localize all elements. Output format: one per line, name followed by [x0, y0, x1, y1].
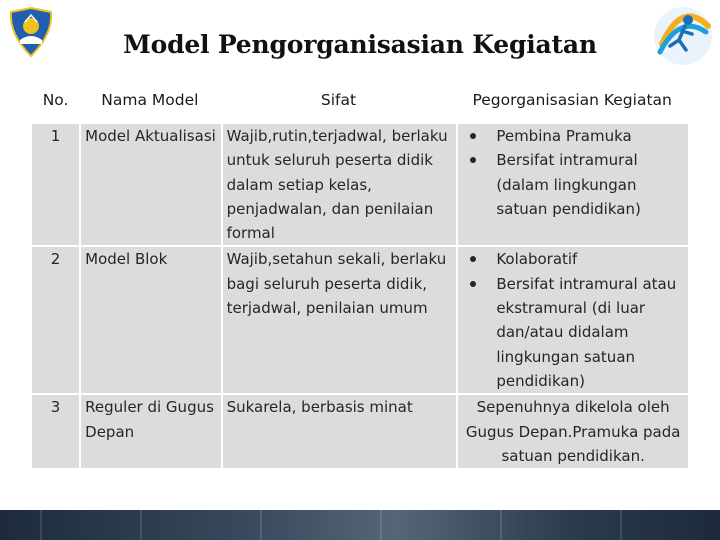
header-sifat: Sifat: [221, 80, 457, 123]
organisasi-list: [462, 247, 684, 393]
cell-nama: Model Aktualisasi: [79, 123, 220, 245]
header-no: No.: [32, 80, 79, 123]
header-pengorganisasian: Pegorganisasian Kegiatan: [456, 80, 688, 123]
list-item: Kolaboratif: [462, 247, 684, 271]
table-row: [32, 393, 688, 468]
cell-nama: Model Blok: [79, 245, 220, 393]
cell-organisasi: [456, 245, 688, 393]
cell-sifat: Wajib,setahun sekali, berlaku bagi seluruh peserta didik, terjadwal, penilaian umum: [221, 245, 457, 393]
list-item: Bersifat intramural (dalam lingkungan satuan pendidikan): [462, 148, 684, 221]
model-table: [32, 80, 688, 468]
list-item: Bersifat intramural atau ekstramural (di luar dan/atau didalam lingkungan satuan pendidikan): [462, 272, 684, 393]
cell-sifat: Wajib,rutin,terjadwal, berlaku untuk seluruh peserta didik dalam setiap kelas, penjadwalan, dan penilaian formal: [221, 123, 457, 245]
table-row: [32, 123, 688, 245]
cell-nama: Reguler di Gugus Depan: [79, 393, 220, 468]
cell-no: 2: [32, 245, 79, 393]
header-nama-model: Nama Model: [79, 80, 220, 123]
list-item: Pembina Pramuka: [462, 124, 684, 148]
cell-organisasi: Sepenuhnya dikelola oleh Gugus Depan.Pramuka pada satuan pendidikan.: [456, 393, 688, 468]
table-header-row: [32, 80, 688, 123]
cell-no: 3: [32, 393, 79, 468]
footer-bar: [0, 510, 720, 540]
table-row: [32, 245, 688, 393]
cell-organisasi: [456, 123, 688, 245]
cell-no: 1: [32, 123, 79, 245]
page-title: Model Pengorganisasian Kegiatan: [123, 30, 597, 59]
cell-sifat: Sukarela, berbasis minat: [221, 393, 457, 468]
organisasi-list: [462, 124, 684, 221]
